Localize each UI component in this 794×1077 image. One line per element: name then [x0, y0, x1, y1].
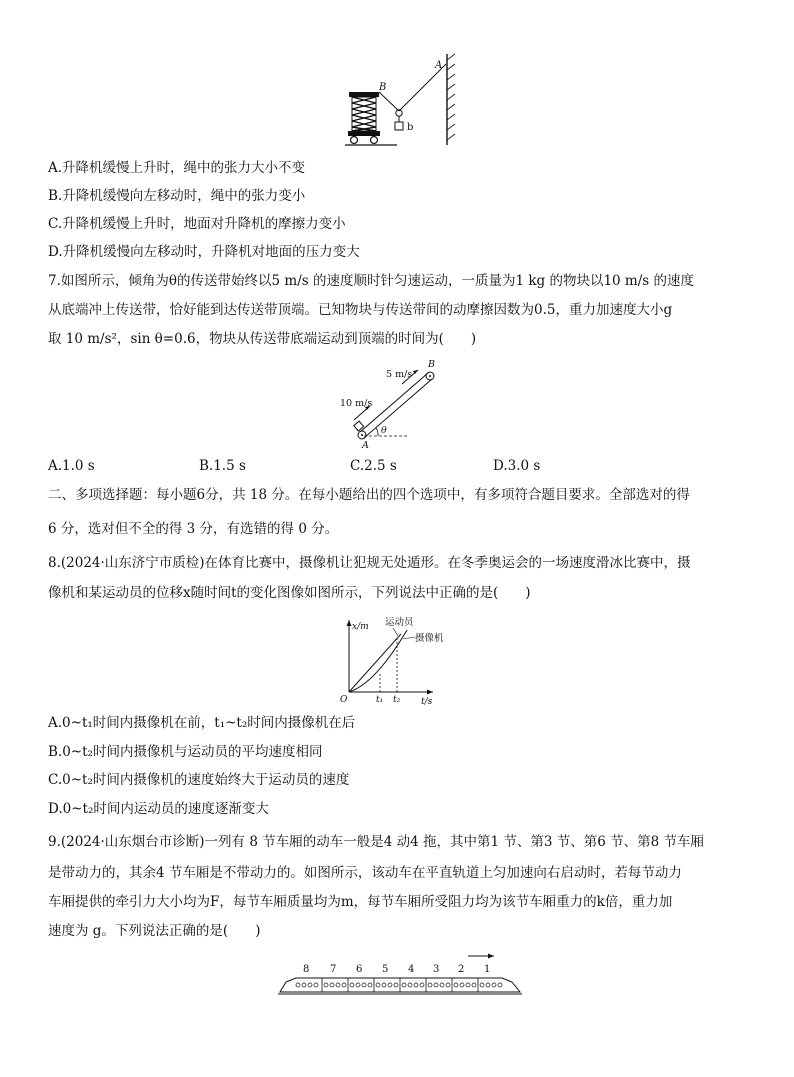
q7-stem-line3: 取 10 m/s²，sin θ=0.6，物块从传送带底端运动到顶端的时间为( )	[48, 331, 477, 347]
q8-stem-line1: 8.(2024·山东济宁市质检)在体育比赛中，摄像机让犯规无处遁形。在冬季奥运会的一场速度滑冰比赛中，摄	[48, 555, 691, 571]
section2-heading-line2: 6 分，选对但不全的得 3 分，有选错的得 0 分。	[48, 521, 339, 537]
mass-b-label: b	[407, 122, 414, 133]
q7-stem-line2: 从底端冲上传送带，恰好能到达传送带顶端。已知物块与传送带间的动摩擦因数为0.5，重力加速度大小g	[48, 302, 673, 318]
car-number-5: 5	[382, 964, 389, 975]
q7-option-a: A.1.0 s	[48, 458, 95, 474]
q8-option-c: C.0~t₂时间内摄像机的速度始终大于运动员的速度	[48, 772, 350, 788]
car-number-7: 7	[330, 964, 337, 975]
q6-option-b: B.升降机缓慢向左移动时，绳中的张力变小	[48, 188, 306, 204]
belt-speed-label: 5 m/s	[386, 369, 413, 380]
origin-label: O	[340, 695, 348, 705]
q6-figure	[335, 52, 465, 150]
point-b-label: B	[379, 82, 387, 93]
y-axis-label: x/m	[352, 622, 369, 632]
x-axis-label: t/s	[421, 697, 433, 707]
q7-conveyor-figure	[340, 356, 450, 451]
q8-xt-graph	[335, 614, 465, 708]
q7-stem-line1: 7.如图所示，倾角为θ的传送带始终以5 m/s 的速度顺时针匀速运动，一质量为1 kg 的物块以10 m/s 的速度	[48, 273, 694, 289]
q7-option-d: D.3.0 s	[493, 458, 541, 474]
q9-stem-line2: 是带动力的，其余4 节车厢是不带动力的。如图所示，该动车在平直轨道上匀加速向右启动时，若每节动力	[48, 865, 682, 881]
q9-stem-line4: 速度为 g。下列说法正确的是( )	[48, 923, 261, 939]
q6-option-a: A.升降机缓慢上升时，绳中的张力大小不变	[48, 160, 306, 176]
q8-option-b: B.0~t₂时间内摄像机与运动员的平均速度相同	[48, 744, 323, 760]
q9-stem-line3: 车厢提供的牵引力大小均为F，每节车厢质量均为m，每节车厢所受阻力均为该节车厢重力的k倍，重力加	[48, 894, 673, 910]
car-number-4: 4	[408, 964, 415, 975]
t2-label: t₂	[393, 695, 401, 705]
athlete-label: 运动员	[385, 617, 414, 628]
q7-option-c: C.2.5 s	[350, 458, 397, 474]
q8-option-a: A.0~t₁时间内摄像机在前，t₁~t₂时间内摄像机在后	[48, 715, 356, 731]
car-number-3: 3	[433, 964, 440, 975]
car-number-6: 6	[356, 964, 363, 975]
car-number-8: 8	[303, 964, 310, 975]
block-speed-label: 10 m/s	[340, 398, 373, 409]
car-number-2: 2	[458, 964, 465, 975]
q7-option-b: B.1.5 s	[199, 458, 246, 474]
camera-label: 摄像机	[415, 633, 444, 644]
q9-stem-line1: 9.(2024·山东烟台市诊断)一列有 8 节车厢的动车一般是4 动4 拖，其中第1 节、第3 节、第6 节、第8 节车厢	[48, 834, 705, 850]
q8-stem-line2: 像机和某运动员的位移x随时间t的变化图像如图所示，下列说法中正确的是( )	[48, 585, 531, 601]
q8-option-d: D.0~t₂时间内运动员的速度逐渐变大	[48, 801, 269, 817]
q6-option-c: C.升降机缓慢上升时，地面对升降机的摩擦力变小	[48, 216, 346, 232]
t1-label: t₁	[376, 695, 384, 705]
q6-option-d: D.升降机缓慢向左移动时，升降机对地面的压力变大	[48, 244, 360, 260]
car-number-1: 1	[484, 964, 491, 975]
q9-train-figure	[276, 950, 524, 1000]
angle-label: θ	[381, 425, 387, 436]
point-a-label: A	[435, 60, 443, 71]
point-b-label: B	[428, 359, 435, 370]
point-a-label: A	[362, 440, 369, 451]
section2-heading-line1: 二、多项选择题：每小题6分，共 18 分。在每小题给出的四个选项中，有多项符合题目要求。全部选对的得	[48, 487, 690, 503]
